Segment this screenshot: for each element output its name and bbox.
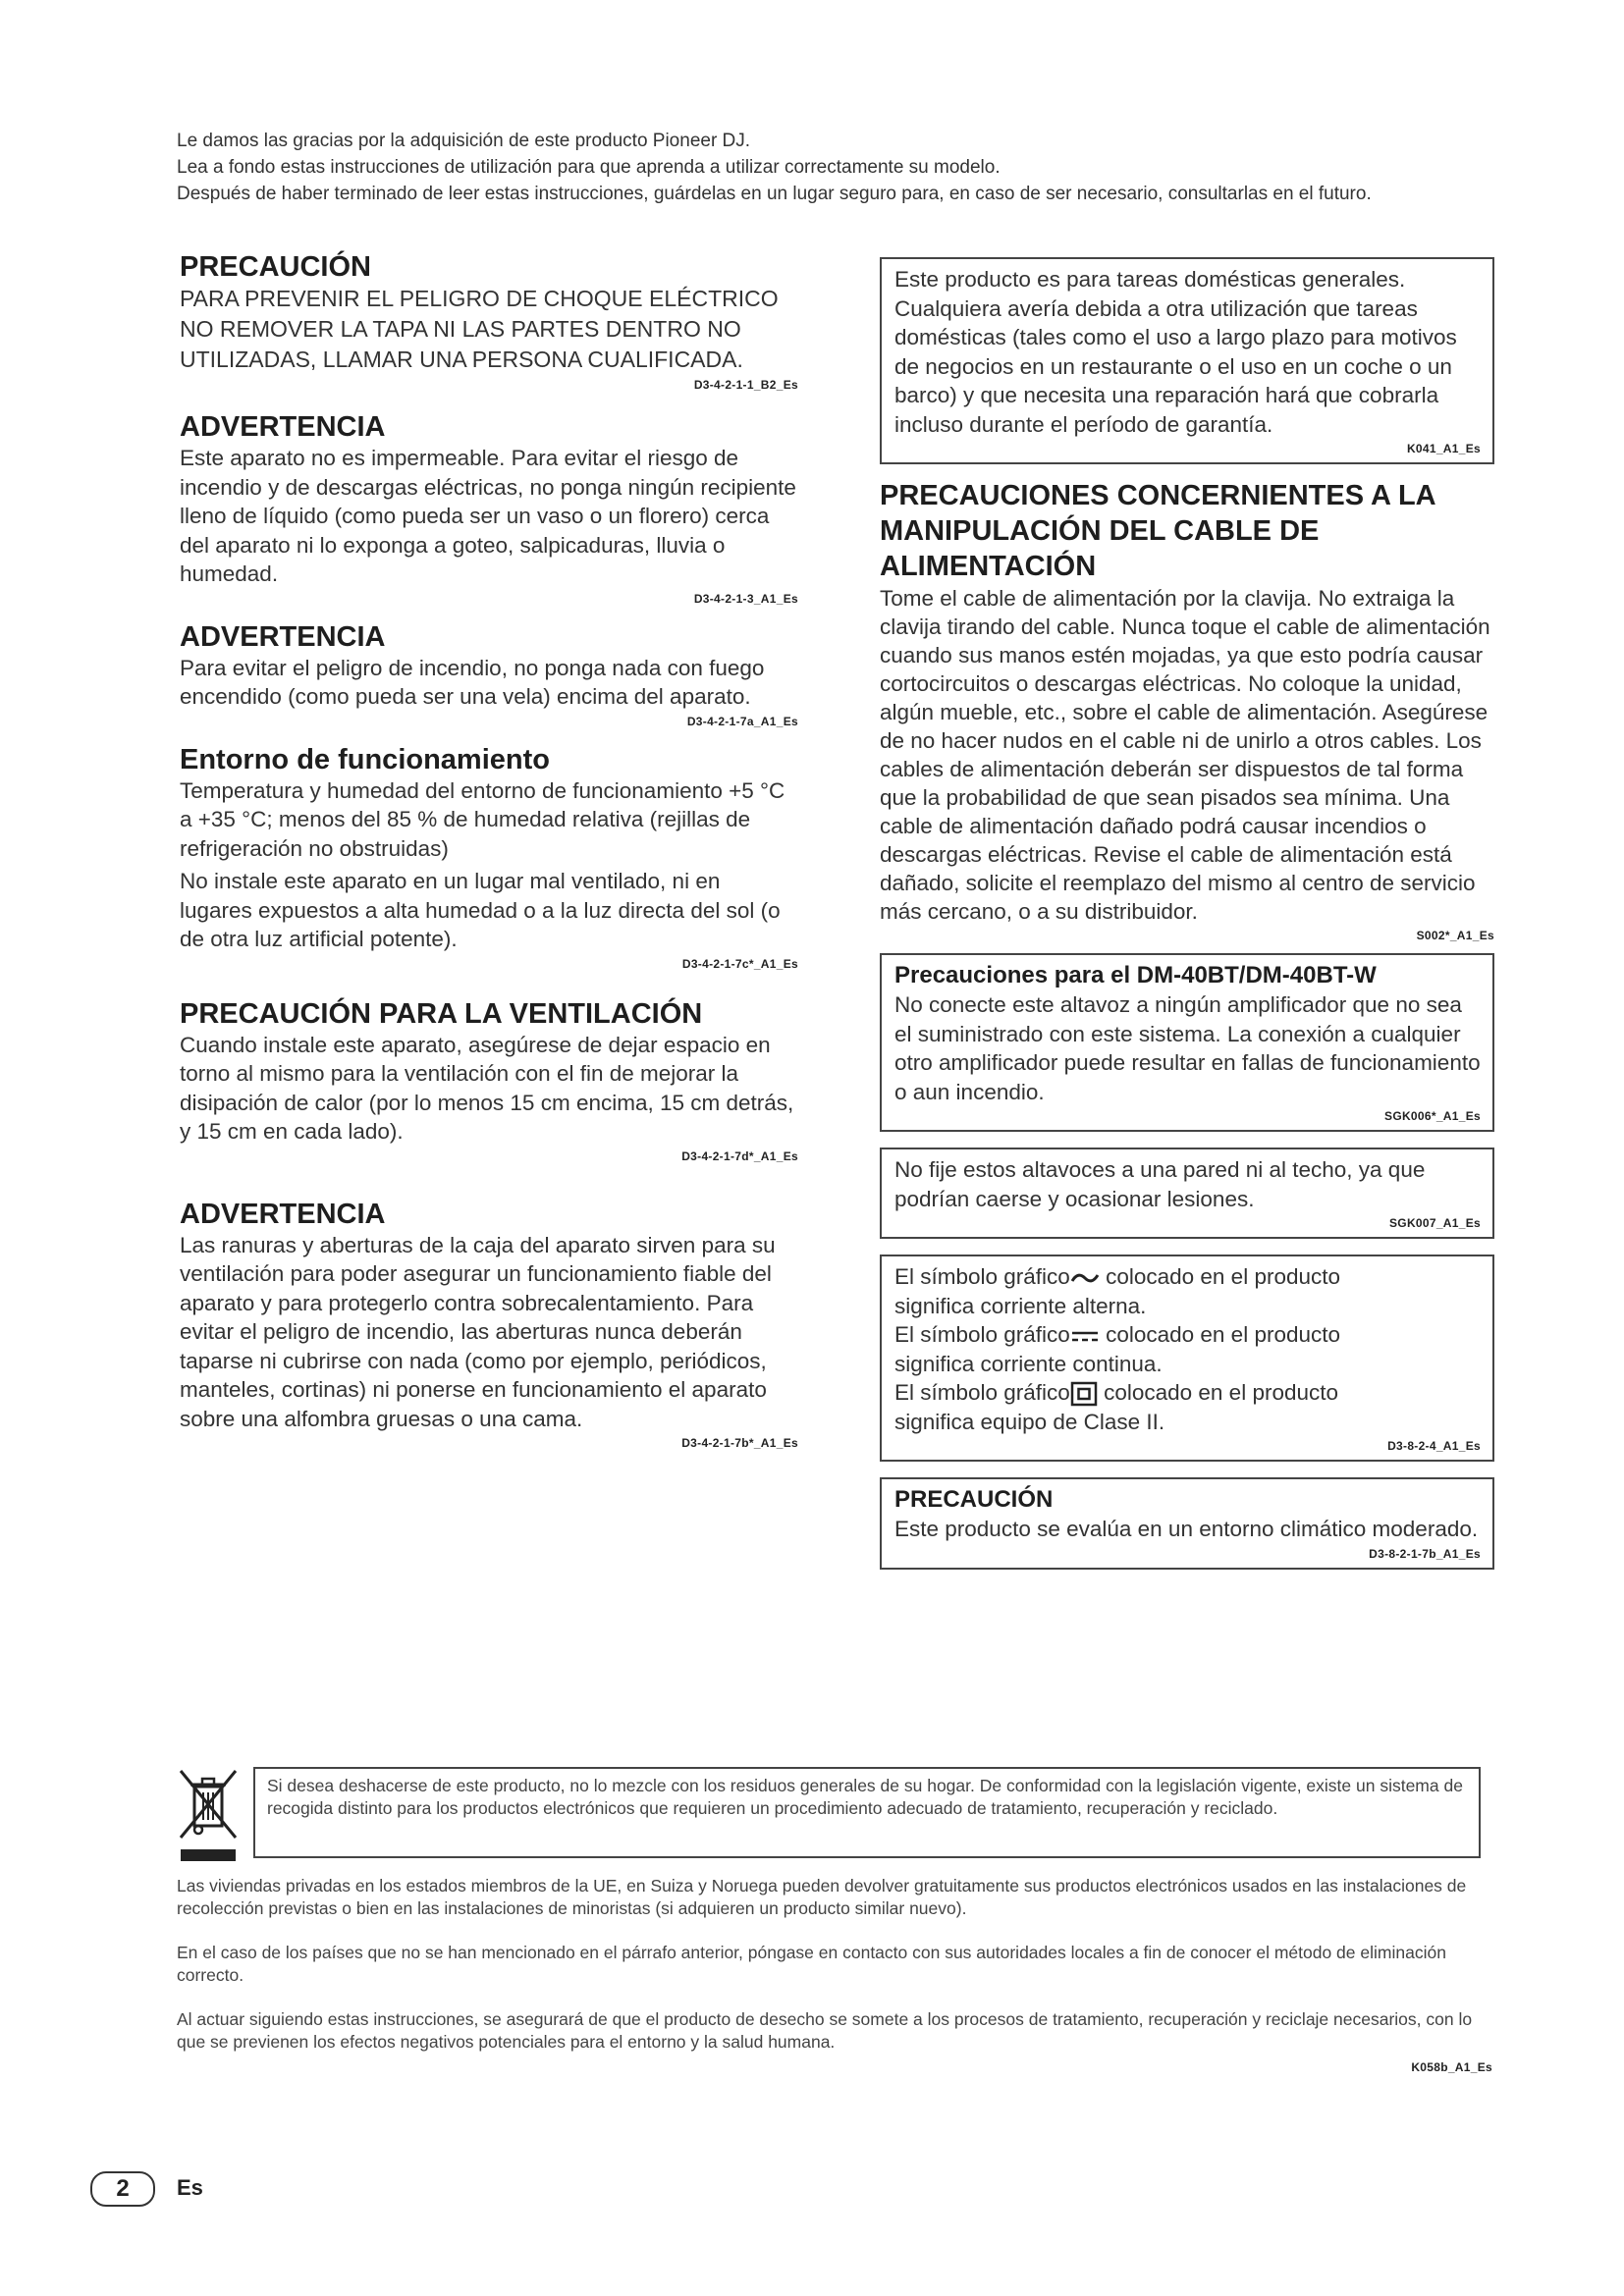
symbol-line-ac [894, 1262, 1481, 1292]
section-text-1: Temperatura y humedad del entorno de funcionamiento +5 °C a +35 °C; menos del 85 % de humedad relativa (rejillas de refrigeración no obstruidas) [180, 777, 785, 861]
class-ii-symbol-icon [1070, 1381, 1098, 1407]
section-text: Para evitar el peligro de incendio, no ponga nada con fuego encendido (como pueda ser una vela) encima del aparato. [180, 655, 765, 709]
symbol-line-class2 [894, 1378, 1481, 1408]
reference-code: D3-8-2-4_A1_Es [1387, 1439, 1481, 1453]
advertencia-section-2 [180, 620, 798, 729]
intro [177, 128, 1492, 207]
symbol-label: El símbolo gráfico [894, 1322, 1070, 1347]
symbol-meaning-class2: significa equipo de Clase II. [894, 1409, 1165, 1434]
language-code: Es [177, 2175, 203, 2200]
reference-code: D3-4-2-1-7a_A1_Es [686, 714, 798, 728]
box-text: No fije estos altavoces a una pared ni al techo, ya que podrían caerse y ocasionar lesiones. [894, 1157, 1426, 1211]
disposal-paragraph-3: Al actuar siguiendo estas instrucciones, se asegurará de que el producto de desecho se somete a los procesos de tratamiento, recuperación y reciclaje necesarios, con lo que se previenen los efectos negativos potenciales para el entorno y la salud humana. [177, 2009, 1473, 2052]
intro-line-2: Lea a fondo estas instrucciones de utilización para que aprenda a utilizar correctamente su modelo. [177, 157, 1001, 178]
reference-code: SGK006*_A1_Es [1384, 1109, 1481, 1123]
symbols-box [880, 1255, 1494, 1462]
section-title: PRECAUCIONES CONCERNIENTES A LA MANIPULACIÓN DEL CABLE DE ALIMENTACIÓN [880, 480, 1435, 582]
symbol-meaning-ac: significa corriente alterna. [894, 1293, 1147, 1318]
advertencia-section-1 [180, 410, 798, 607]
symbol-label: El símbolo gráfico [894, 1264, 1070, 1289]
box-text: Este producto es para tareas domésticas generales. Cualquiera avería debida a otra utilización que tareas domésticas (tales como el uso a largo plazo para motivos de negocios en un restaurante o el uso en un coche o un barco) y que necesita una reparación hará que cobrarla incluso durante el período de garantía. [894, 267, 1457, 437]
domestic-use-box [880, 257, 1494, 464]
weee-text-box [253, 1767, 1481, 1858]
symbol-suffix: colocado en el producto [1099, 1322, 1340, 1347]
climate-box [880, 1477, 1494, 1570]
reference-code: SGK007_A1_Es [1389, 1216, 1481, 1230]
wall-mount-box [880, 1148, 1494, 1239]
reference-code: D3-4-2-1-7c*_A1_Es [681, 956, 798, 971]
disposal-paragraph-1: Las viviendas privadas en los estados miembros de la UE, en Suiza y Noruega pueden devolver gratuitamente sus productos electrónicos usados en las instalaciones de recolección previstas o bien en las instalaciones de minoristas (si adquieren un producto similar nuevo). [177, 1876, 1467, 1918]
power-cable-section [880, 478, 1494, 943]
section-title: ADVERTENCIA [180, 411, 386, 443]
advertencia-section-3 [180, 1198, 798, 1452]
intro-line-3: Después de haber terminado de leer estas instrucciones, guárdelas en un lugar seguro para, en caso de ser necesario, consultarlas en el futuro. [177, 184, 1372, 204]
section-text: Tome el cable de alimentación por la clavija. No extraiga la clavija tirando del cable. Nunca toque el cable de alimentación cuando sus manos estén mojadas, ya que esto podría causar cortocircuitos o descargas eléctricas. No coloque la unidad, algún mueble, etc., sobre el cable de alimentación. Asegúrese de no hacer nudos en el cable ni de unirlo a otros cables. Los cables de alimentación deberán ser dispuestos de tal forma que la probabilidad de que sean pisados sea mínima. Una cable de alimentación dañado podrá causar incendios o descargas eléctricas. Revise el cable de alimentación está dañado, solicite el reemplazo del mismo al centro de servicio más cercano, o a su distribuidor. [880, 586, 1490, 924]
symbol-label: El símbolo gráfico [894, 1380, 1070, 1405]
right-column [880, 257, 1494, 1593]
crossed-bin-icon [177, 1767, 240, 1865]
section-title: PRECAUCIÓN [180, 251, 371, 283]
section-text-2: No instale este aparato en un lugar mal ventilado, ni en lugares expuestos a alta humedad o a la luz directa del sol (o de otra luz artificial potente). [180, 869, 781, 951]
left-column [180, 250, 798, 1476]
reference-code: S002*_A1_Es [1416, 929, 1494, 942]
box-text: Este producto se evalúa en un entorno climático moderado. [894, 1517, 1479, 1541]
dm40-box [880, 953, 1494, 1132]
section-text: Cuando instale este aparato, asegúrese de dejar espacio en torno al mismo para la ventilación con el fin de mejorar la disipación de calor (por lo menos 15 cm encima, 15 cm detrás, y 15 cm en cada lado). [180, 1032, 794, 1144]
dc-symbol-icon [1070, 1329, 1100, 1343]
caps-line-3: UTILIZADAS, LLAMAR UNA PERSONA CUALIFICADA. [180, 347, 743, 372]
section-title: Entorno de funcionamiento [180, 743, 550, 775]
symbol-suffix: colocado en el producto [1097, 1380, 1338, 1405]
reference-code: D3-8-2-1-7b_A1_Es [1369, 1546, 1481, 1561]
caps-line-1: PARA PREVENIR EL PELIGRO DE CHOQUE ELÉCTRICO [180, 286, 779, 311]
page-number: 2 [90, 2171, 155, 2207]
weee-text: Si desea deshacerse de este producto, no lo mezcle con los residuos generales de su hogar. De conformidad con la legislación vigente, existe un sistema de recogida distinto para los productos electrónicos que requieren un procedimiento adecuado de tratamiento, recuperación y reciclado. [267, 1776, 1463, 1818]
ac-symbol-icon [1070, 1271, 1100, 1285]
reference-code: K041_A1_Es [1406, 442, 1481, 455]
section-text: Este aparato no es impermeable. Para evitar el riesgo de incendio y de descargas eléctricas, no ponga ningún recipiente lleno de líquido (como pueda ser un vaso o un florero) cerca del aparato ni lo exponga a goteo, salpicaduras, lluvia o humedad. [180, 446, 796, 586]
section-title: ADVERTENCIA [180, 1198, 386, 1230]
entorno-section [180, 743, 798, 972]
disposal-info [177, 1875, 1492, 2097]
box-title: PRECAUCIÓN [894, 1486, 1054, 1513]
reference-code: D3-4-2-1-7b*_A1_Es [681, 1436, 798, 1450]
reference-code: K058b_A1_Es [1411, 2060, 1492, 2074]
weee-notice [177, 1767, 1492, 1865]
symbol-line-dc [894, 1320, 1481, 1350]
caps-line-2: NO REMOVER LA TAPA NI LAS PARTES DENTRO NO [180, 316, 741, 342]
box-text: No conecte este altavoz a ningún amplificador que no sea el suministrado con este sistema. La conexión a cualquier otro amplificador puede resultar en fallas de funcionamiento o aun incendio. [894, 992, 1481, 1104]
section-title: ADVERTENCIA [180, 620, 386, 653]
section-text: Las ranuras y aberturas de la caja del aparato sirven para su ventilación para poder asegurar un funcionamiento fiable del aparato y para protegerlo contra sobrecalentamiento. Para evitar el peligro de incendio, las aberturas nunca deberán taparse ni cubrirse con nada (como por ejemplo, periódicos, manteles, cortinas) ni ponerse en funcionamiento el aparato sobre una alfombra gruesas o una cama. [180, 1232, 776, 1431]
symbol-suffix: colocado en el producto [1099, 1264, 1340, 1289]
page-footer [90, 2171, 287, 2211]
symbol-meaning-dc: significa corriente continua. [894, 1351, 1163, 1376]
reference-code: D3-4-2-1-1_B2_Es [693, 378, 798, 392]
intro-line-1: Le damos las gracias por la adquisición de este producto Pioneer DJ. [177, 131, 751, 151]
reference-code: D3-4-2-1-7d*_A1_Es [681, 1148, 798, 1163]
reference-code: D3-4-2-1-3_A1_Es [693, 591, 798, 606]
disposal-paragraph-2: En el caso de los países que no se han mencionado en el párrafo anterior, póngase en contacto con sus autoridades locales a fin de conocer el método de eliminación correcto. [177, 1943, 1446, 1985]
ventilacion-section [180, 997, 798, 1164]
section-title: PRECAUCIÓN PARA LA VENTILACIÓN [180, 997, 703, 1030]
precaucion-section [180, 250, 798, 393]
box-title: Precauciones para el DM-40BT/DM-40BT-W [894, 962, 1377, 988]
